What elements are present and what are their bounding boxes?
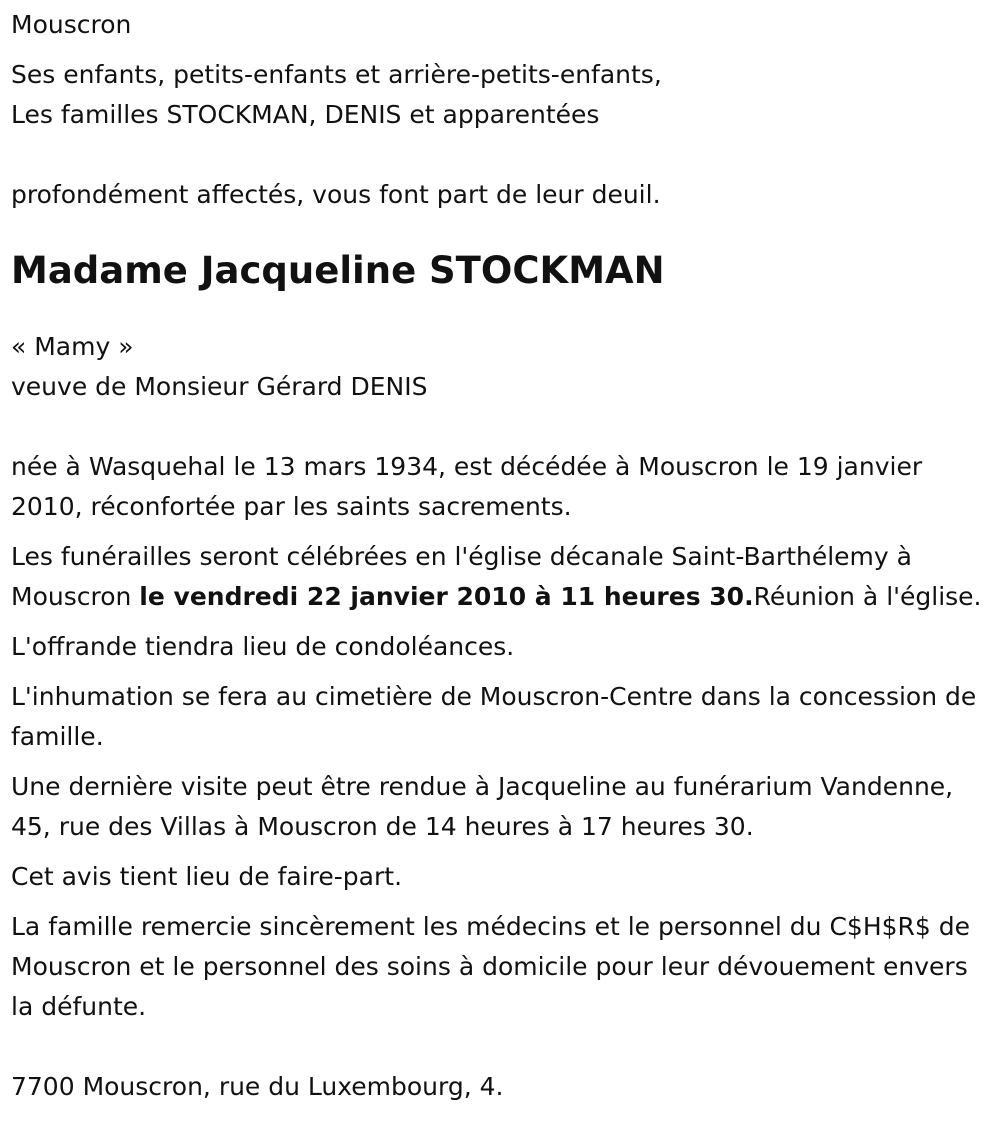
location-line: Mouscron [11, 10, 132, 39]
burial-paragraph: L'inhumation se fera au cimetière de Mouscron-Centre dans la concession de famille. [11, 682, 977, 751]
notice-paragraph: Cet avis tient lieu de faire-part. [11, 862, 403, 891]
nickname-text: « Mamy » [11, 332, 134, 361]
visit-paragraph: Une dernière visite peut être rendue à Jacqueline au funérarium Vandenne, 45, rue des Villas à Mouscron de 14 heures à 17 heures 30. [11, 772, 954, 841]
funeral-suffix: Réunion à l'église. [753, 582, 982, 611]
thanks-paragraph: La famille remercie sincèrement les médecins et le personnel du C$H$R$ de Mouscron et le personnel des soins à domicile pour leur dévouement envers la défunte. [11, 912, 971, 1021]
family-line-1: Ses enfants, petits-enfants et arrière-petits-enfants, [11, 60, 662, 89]
family-block [11, 55, 989, 135]
funeral-date: le vendredi 22 janvier 2010 à 11 heures 30. [139, 582, 754, 611]
funeral-paragraph [11, 537, 989, 617]
spacer [11, 407, 989, 447]
offering-paragraph: L'offrande tiendra lieu de condoléances. [11, 632, 515, 661]
spacer [11, 1027, 989, 1067]
funeral-prefix: Les funérailles seront célébrées en l'église décanale Saint-Barthélemy à Mouscron [11, 542, 912, 611]
family-line-2: Les familles STOCKMAN, DENIS et apparentées [11, 100, 600, 129]
announcement-text: profondément affectés, vous font part de leur deuil. [11, 180, 661, 209]
birth-death-paragraph: née à Wasquehal le 13 mars 1934, est décédée à Mouscron le 19 janvier 2010, réconfortée par les saints sacrements. [11, 452, 923, 521]
address-line: 7700 Mouscron, rue du Luxembourg, 4. [11, 1072, 504, 1101]
spacer [11, 135, 989, 175]
deceased-name-heading: Madame Jacqueline STOCKMAN [11, 249, 665, 292]
spouse-text: veuve de Monsieur Gérard DENIS [11, 372, 428, 401]
